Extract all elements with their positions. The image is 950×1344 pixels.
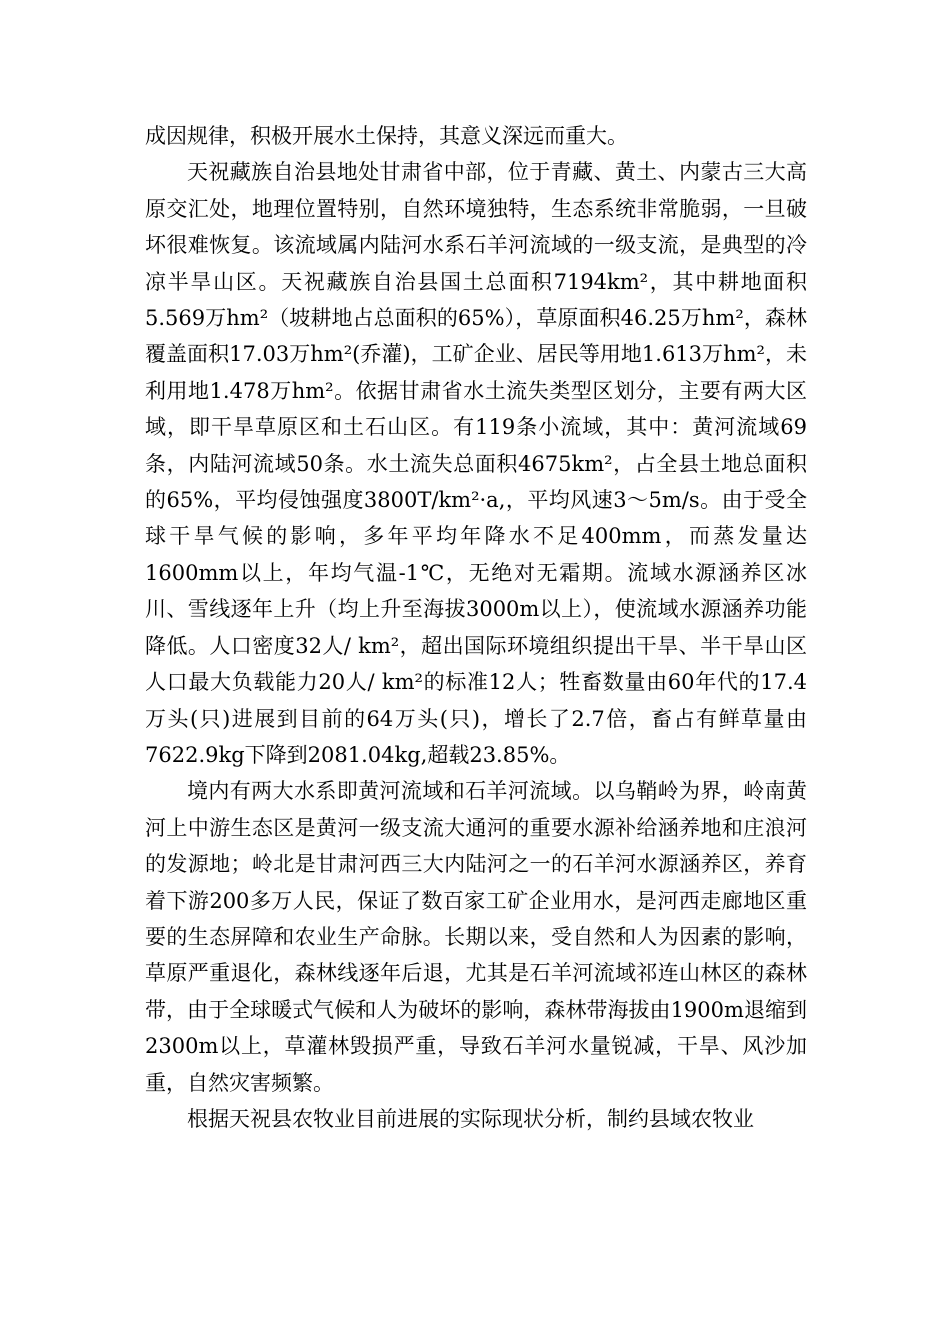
paragraph-4: 根据天祝县农牧业目前进展的实际现状分析，制约县域农牧业 [187, 1106, 754, 1131]
paragraph-3: 境内有两大水系即黄河流域和石羊河流域。以乌鞘岭为界，岭南黄河上中游生态区是黄河一级支流大通河的重要水源补给涵养地和庄浪河的发源地；岭北是甘肃河西三大内陆河之一的石羊河水源涵养区，养育着下游200多万人民，保证了数百家工矿企业用水，是河西走廊地区重要的生态屏障和农业生产命脉。长期以来，受自然和人为因素的影响，草原严重退化，森林线逐年后退，尤其是石羊河流域祁连山林区的森林带，由于全球暖式气候和人为破坏的影响，森林带海拔由1900m退缩到2300m以上，草灌林毁损严重，导致石羊河水量锐减，干旱、风沙加重，自然灾害频繁。 [145, 779, 807, 1095]
paragraph-2: 天祝藏族自治县地处甘肃省中部，位于青藏、黄土、内蒙古三大高原交汇处，地理位置特别，自然环境独特，生态系统非常脆弱，一旦破坏很难恢复。该流域属内陆河水系石羊河流域的一级支流，是典型的冷凉半旱山区。天祝藏族自治县国土总面积7194km²，其中耕地面积5.569万hm²（坡耕地占总面积的65%），草原面积46.25万hm²，森林覆盖面积17.03万hm²(乔灌)，工矿企业、居民等用地1.613万hm²，未利用地1.478万hm²。依据甘肃省水土流失类型区划分，主要有两大区域，即干旱草原区和土石山区。有119条小流域，其中：黄河流域69条，内陆河流域50条。水土流失总面积4675km²，占全县土地总面积的65%，平均侵蚀强度3800T/km²·a,，平均风速3～5m/s。由于受全球干旱气候的影响，多年平均年降水不足400mm，而蒸发量达1600mm以上，年均气温-1℃，无绝对无霜期。流域水源涵养区冰川、雪线逐年上升（均上升至海拔3000m以上），使流域水源涵养功能降低。人口密度32人/ km²，超出国际环境组织提出干旱、半干旱山区人口最大负载能力20人/ km²的标准12人；牲畜数量由60年代的17.4万头(只)进展到目前的64万头(只)，增长了2.7倍，畜占有鲜草量由7622.9kg下降到2081.04kg,超载23.85%。 [145, 160, 807, 767]
document-page [145, 118, 807, 1137]
paragraph-1: 成因规律，积极开展水土保持，其意义深远而重大。 [145, 124, 628, 148]
